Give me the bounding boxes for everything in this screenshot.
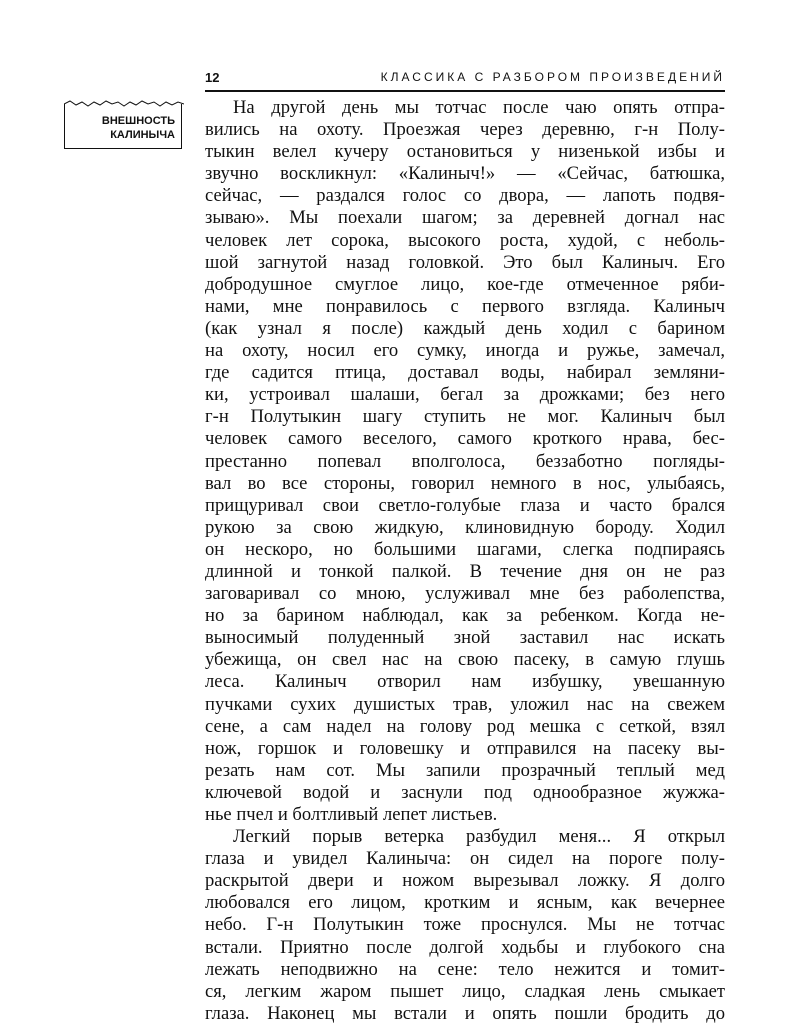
text-line: ся, легким жаром пышет лицо, сладкая лень смыкает — [205, 980, 725, 1002]
text-line: вал во все стороны, говорил немного в нос, улыбаясь, — [205, 472, 725, 494]
text-line: звучно воскликнул: «Калиныч!» — «Сейчас, батюшка, — [205, 163, 725, 185]
text-line: пучками сухих душистых трав, уложил нас на свежем — [205, 693, 725, 715]
text-line: ки, устроивал шалаши, бегал за дрожками; без него — [205, 384, 725, 406]
text-line: нье пчел и болтливый лепет листьев. — [205, 804, 498, 825]
text-line: резать нам сот. Мы запили прозрачный теплый мед — [205, 759, 725, 781]
text-line: зываю». Мы поехали шагом; за деревней догнал нас — [205, 207, 725, 229]
text-line: выносимый полуденный зной заставил нас искать — [205, 627, 725, 649]
text-line: нож, горшок и головешку и отправился на пасеку вы- — [205, 737, 725, 759]
text-line: глаза. Наконец мы встали и опять пошли бродить до — [205, 1002, 725, 1024]
margin-note — [64, 104, 182, 149]
text-line: небо. Г-н Полутыкин тоже проснулся. Мы не тотчас — [205, 914, 725, 936]
text-line: вились на охоту. Проезжая через деревню, г-н Полу- — [205, 119, 725, 141]
margin-note-line-1: ВНЕШНОСТЬ — [101, 115, 175, 127]
text-line: нами, мне понравилось с первого взгляда. Калиныч — [205, 295, 725, 317]
text-line: любовался его лицом, кротким и ясным, как вечернее — [205, 892, 725, 914]
running-title: КЛАССИКА С РАЗБОРОМ ПРОИЗВЕДЕНИЙ — [380, 70, 725, 84]
body-text — [205, 97, 725, 1025]
text-line: На другой день мы тотчас после чаю опять отпра- — [233, 97, 725, 118]
text-line: раскрытой двери и ножом вырезывал ложку. Я долго — [205, 870, 725, 892]
text-line: лежать неподвижно на сене: тело нежится и томит- — [205, 958, 725, 980]
text-line: добродушное смуглое лицо, кое-где отмеченное ряби- — [205, 273, 725, 295]
margin-note-line-2: КАЛИНЫЧА — [110, 129, 175, 141]
text-line: прищуривал свои светло-голубые глаза и часто брался — [205, 494, 725, 516]
text-line: (как узнал я после) каждый день ходил с барином — [205, 317, 725, 339]
text-line: он нескоро, но большими шагами, слегка подпираясь — [205, 538, 725, 560]
text-line: заговаривал со мною, услуживал мне без раболепства, — [205, 583, 725, 605]
text-line: длинной и тонкой палкой. В течение дня он не раз — [205, 560, 725, 582]
text-line: на охоту, носил его сумку, иногда и ружье, замечал, — [205, 340, 725, 362]
text-line: г-н Полутыкин шагу ступить не мог. Калиныч был — [205, 406, 725, 428]
torn-edge-icon — [64, 100, 184, 108]
page-number: 12 — [205, 70, 220, 85]
text-line: человек лет сорока, высокого роста, худой, с неболь- — [205, 229, 725, 251]
text-line: убежища, он свел нас на свою пасеку, в самую глушь — [205, 649, 725, 671]
text-line: престанно попевал вполголоса, беззаботно погляды- — [205, 450, 725, 472]
text-line: Легкий порыв ветерка разбудил меня... Я открыл — [233, 826, 725, 848]
text-line: ключевой водой и заснули под однообразное жужжа- — [205, 781, 725, 803]
text-line: человек самого веселого, самого кроткого нрава, бес- — [205, 428, 725, 450]
text-line: но за барином наблюдал, как за ребенком. Когда не- — [205, 605, 725, 627]
text-line: тыкин велел кучеру остановиться у низенькой избы и — [205, 141, 725, 163]
text-line: где садится птица, доставал воды, набирал земляни- — [205, 362, 725, 384]
text-line: сене, а сам надел на голову род мешка с сеткой, взял — [205, 715, 725, 737]
running-header — [205, 68, 725, 92]
margin-note-text — [65, 114, 175, 142]
text-line: шой загнутой назад головкой. Это был Калиныч. Его — [205, 251, 725, 273]
text-line: глаза и увидел Калиныча: он сидел на пороге полу- — [205, 848, 725, 870]
text-line: сейчас, — раздался голос со двора, — лапоть подвя- — [205, 185, 725, 207]
text-line: встали. Приятно после долгой ходьбы и глубокого сна — [205, 936, 725, 958]
text-line: рукою за свою жидкую, клиновидную бороду. Ходил — [205, 516, 725, 538]
text-line: леса. Калиныч отворил нам избушку, увешанную — [205, 671, 725, 693]
